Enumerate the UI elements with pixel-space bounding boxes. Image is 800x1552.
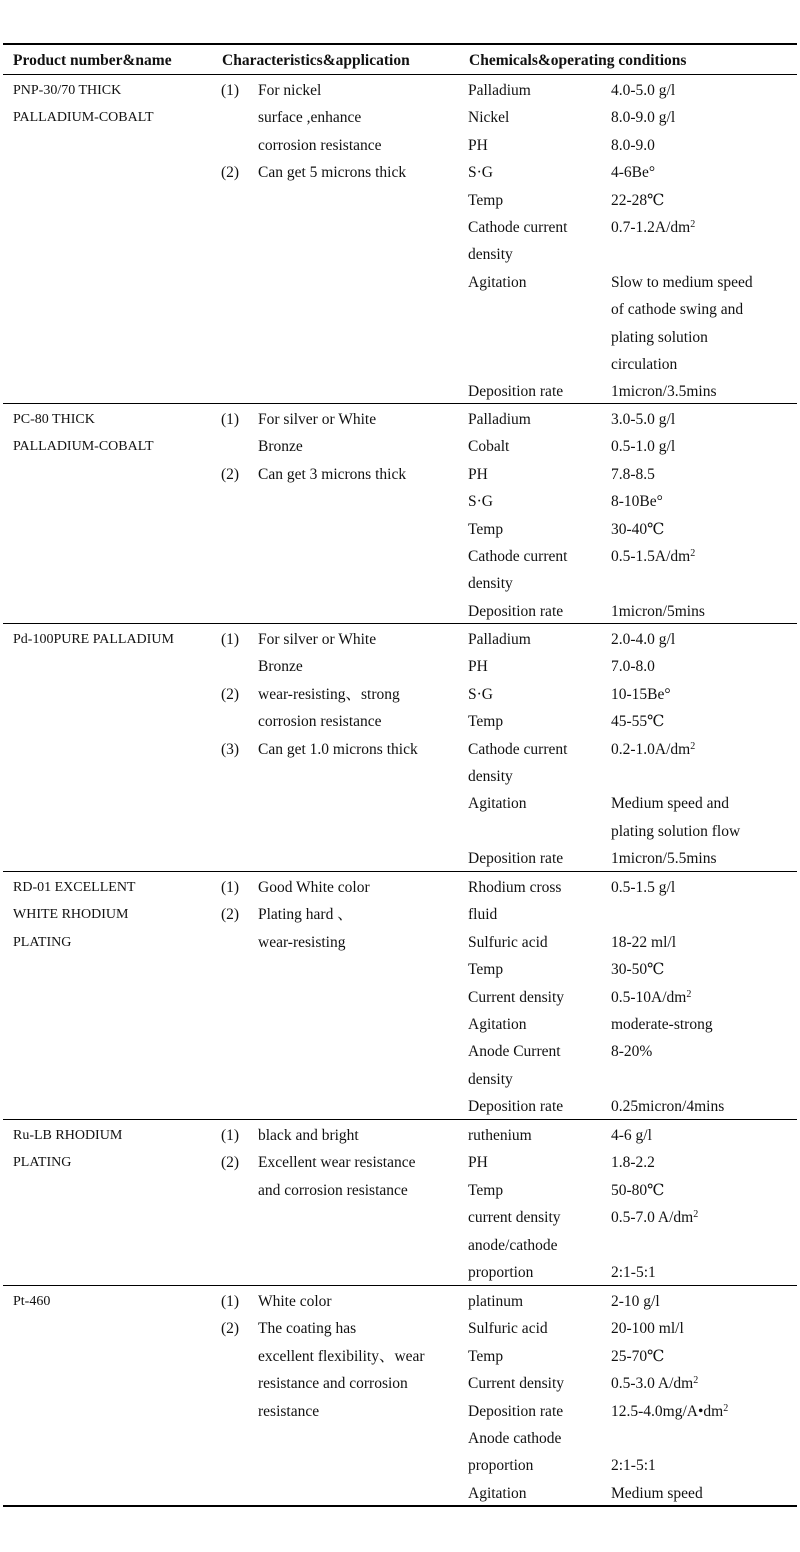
chemical-value: 0.5-1.0 g/l (611, 438, 676, 456)
chemical-name: density (468, 575, 513, 593)
chemical-value: 10-15Be° (611, 685, 671, 703)
characteristic-text: Bronze (258, 658, 303, 676)
superscript: 2 (686, 988, 692, 1000)
chemical-name: Anode cathode (468, 1430, 562, 1447)
chemical-name: Agitation (468, 795, 527, 813)
chemical-name: PH (468, 658, 488, 676)
header-characteristics: Characteristics&application (222, 52, 410, 69)
chemical-value: 0.5-7.0 $A/dm^2$ (611, 1209, 699, 1227)
chemical-value: 0.5-1.5 g/l (611, 879, 676, 896)
row-divider (3, 1285, 797, 1286)
chemical-name: Temp (468, 713, 504, 731)
table-bottom-rule (3, 1505, 797, 1507)
chemical-name: Temp (468, 1181, 504, 1199)
characteristic-text: For silver or White (258, 631, 377, 648)
chemical-name: PH (468, 136, 488, 154)
chemical-value: 0.5-3.0 $A/dm^2$ (611, 1375, 699, 1393)
characteristic-number: (2) (221, 1154, 240, 1172)
characteristic-text: The coating has (258, 1320, 357, 1338)
characteristic-number: (2) (221, 685, 240, 703)
chemical-value: 1.8-2.2 (611, 1154, 655, 1172)
chemical-name: Agitation (468, 1016, 527, 1033)
product-name-line: PNP-30/70 THICK (13, 83, 122, 98)
chemical-value: plating solution flow (611, 822, 741, 840)
chemical-value: 2.0-4.0 g/l (611, 631, 676, 648)
characteristic-number: (1) (221, 879, 240, 896)
product-name-line: PC-80 THICK (13, 412, 95, 427)
chemical-value: 8.0-9.0 g/l (611, 109, 676, 127)
chemical-value: 7.8-8.5 (611, 465, 655, 483)
characteristic-number: (3) (221, 740, 240, 758)
chemical-value: 4.0-5.0 g/l (611, 82, 676, 99)
chemical-name: Palladium (468, 411, 531, 428)
chemical-name: Nickel (468, 109, 510, 127)
characteristic-number: (1) (221, 631, 240, 648)
characteristic-text: For nickel (258, 82, 322, 99)
chemical-value: 1micron/5.5mins (611, 850, 717, 868)
chemical-value: $0.5-10A/dm^2$ (611, 988, 692, 1006)
chemical-value: 3.0-5.0 g/l (611, 411, 676, 428)
characteristic-text: resistance (258, 1402, 320, 1420)
chemical-value: moderate-strong (611, 1016, 713, 1033)
chemical-name: PH (468, 465, 488, 483)
superscript: 2 (693, 1209, 699, 1221)
chemical-value: 4-6Be° (611, 164, 656, 182)
chemical-value: 8-20% (611, 1043, 653, 1061)
chemical-value: 4-6 g/l (611, 1127, 652, 1144)
chemical-name: density (468, 768, 513, 785)
chemical-name: Cathode current (468, 740, 568, 758)
header-chemicals: Chemicals&operating conditions (469, 52, 687, 69)
chemical-value: Slow to medium speed (611, 273, 753, 291)
chemical-value: 50-80℃ (611, 1181, 665, 1199)
chemical-value: 30-50℃ (611, 961, 665, 979)
characteristic-text: and corrosion resistance (258, 1181, 408, 1199)
chemical-value: $0.7-1.2A/dm^2$ (611, 219, 696, 236)
superscript: 2 (693, 1375, 699, 1387)
product-name-line: Pt-460 (13, 1294, 51, 1309)
chemical-value: 0.25micron/4mins (611, 1098, 725, 1116)
product-name-line: RD-01 EXCELLENT (13, 880, 136, 895)
chemical-value: 25-70℃ (611, 1347, 665, 1365)
characteristic-text: excellent flexibility、wear (258, 1347, 425, 1365)
chemical-value: 18-22 ml/l (611, 933, 677, 951)
characteristic-text: wear-resisting (258, 933, 346, 951)
chemical-name: Palladium (468, 82, 531, 99)
product-name-line: PALLADIUM-COBALT (13, 439, 154, 455)
chemical-value: $0.5-1.5A/dm^2$ (611, 548, 696, 565)
chemical-name: proportion (468, 1264, 534, 1281)
characteristic-text: corrosion resistance (258, 713, 382, 731)
characteristic-number: (2) (221, 1320, 240, 1338)
chemical-value: 30-40℃ (611, 520, 665, 538)
chemical-value: Medium speed (611, 1484, 703, 1502)
characteristic-text: Good White color (258, 879, 370, 896)
chemical-value: Medium speed and (611, 795, 729, 813)
chemical-value: $0.2-1.0A/dm^2$ (611, 740, 696, 758)
chemical-name: S·G (468, 493, 493, 511)
chemical-name: Temp (468, 961, 504, 979)
characteristic-text: Plating hard 、 (258, 906, 353, 924)
chemical-value: 7.0-8.0 (611, 658, 655, 676)
table-top-rule (3, 43, 797, 45)
chemical-name: Deposition rate (468, 602, 564, 620)
product-name-line: PLATING (13, 1155, 72, 1171)
header-product: Product number&name (13, 52, 172, 69)
chemical-name: Temp (468, 1347, 504, 1365)
characteristic-text: White color (258, 1293, 332, 1310)
chemical-value: 1micron/3.5mins (611, 383, 717, 401)
chemical-value: plating solution (611, 328, 708, 346)
characteristic-text: Bronze (258, 438, 303, 456)
chemical-value: $12.5-4.0mg/A•dm^2$ (611, 1402, 729, 1420)
chemical-name: Palladium (468, 631, 531, 648)
characteristic-number: (2) (221, 164, 240, 182)
chemical-name: density (468, 246, 513, 264)
superscript: 2 (723, 1402, 729, 1414)
characteristic-number: (1) (221, 82, 240, 99)
characteristic-text: Excellent wear resistance (258, 1154, 416, 1172)
chemical-name: Deposition rate (468, 850, 564, 868)
chemical-name: Cathode current (468, 548, 568, 565)
chemical-name: Sulfuric acid (468, 1320, 548, 1338)
characteristic-text: For silver or White (258, 411, 377, 428)
superscript: 2 (690, 740, 696, 752)
chemical-name: platinum (468, 1293, 524, 1310)
characteristic-text: corrosion resistance (258, 136, 382, 154)
chemical-name: S·G (468, 685, 493, 703)
chemical-name: fluid (468, 906, 498, 924)
superscript: 2 (690, 219, 696, 230)
chemical-value: 45-55℃ (611, 713, 665, 731)
chemical-value: 8-10Be° (611, 493, 663, 511)
chemical-name: Agitation (468, 273, 527, 291)
chemical-name: Sulfuric acid (468, 933, 548, 951)
chemical-name: PH (468, 1154, 488, 1172)
characteristic-text: Can get 5 microns thick (258, 164, 407, 182)
product-name-line: WHITE RHODIUM (13, 907, 129, 923)
chemical-name: current density (468, 1209, 561, 1227)
chemical-name: proportion (468, 1457, 534, 1475)
chemical-value: 2-10 g/l (611, 1293, 660, 1310)
characteristic-number: (1) (221, 1293, 240, 1310)
characteristic-number: (1) (221, 411, 240, 428)
chemical-value: 8.0-9.0 (611, 136, 655, 154)
chemical-name: density (468, 1070, 513, 1088)
product-name-line: PALLADIUM-COBALT (13, 110, 154, 126)
chemical-name: Rhodium cross (468, 879, 562, 896)
chemical-value: 2:1-5:1 (611, 1457, 656, 1475)
chemical-name: Current density (468, 988, 564, 1006)
characteristic-number: (2) (221, 906, 240, 924)
characteristic-number: (1) (221, 1127, 240, 1144)
characteristic-text: Can get 3 microns thick (258, 465, 407, 483)
chemical-name: Cobalt (468, 438, 510, 456)
characteristic-text: surface ,enhance (258, 109, 362, 127)
characteristic-number: (2) (221, 465, 240, 483)
chemical-name: Deposition rate (468, 1098, 564, 1116)
product-name-line: Pd-100PURE PALLADIUM (13, 632, 174, 647)
product-name-line: PLATING (13, 934, 72, 950)
characteristic-text: wear-resisting、strong (258, 685, 400, 703)
chemical-name: S·G (468, 164, 493, 182)
chemical-name: Anode Current (468, 1043, 561, 1061)
chemical-name: Cathode current (468, 219, 568, 236)
chemical-value: circulation (611, 356, 678, 373)
chemical-name: anode/cathode (468, 1236, 558, 1254)
superscript: 2 (690, 548, 696, 559)
header-rule (3, 74, 797, 75)
chemical-name: Deposition rate (468, 1402, 564, 1420)
characteristic-text: Can get 1.0 microns thick (258, 740, 418, 758)
chemical-name: Deposition rate (468, 383, 564, 401)
characteristic-text: black and bright (258, 1127, 359, 1144)
characteristic-text: resistance and corrosion (258, 1375, 408, 1393)
chemical-value: 1micron/5mins (611, 602, 705, 620)
chemical-name: Temp (468, 520, 504, 538)
chemical-name: ruthenium (468, 1127, 532, 1144)
chemical-name: Current density (468, 1375, 564, 1393)
chemical-value: of cathode swing and (611, 301, 744, 319)
chemical-value: 20-100 ml/l (611, 1320, 684, 1338)
chemical-name: Agitation (468, 1484, 527, 1502)
chemical-value: 2:1-5:1 (611, 1264, 656, 1281)
chemical-value: 22-28℃ (611, 191, 665, 209)
product-name-line: Ru-LB RHODIUM (13, 1128, 123, 1143)
chemical-name: Temp (468, 191, 504, 209)
